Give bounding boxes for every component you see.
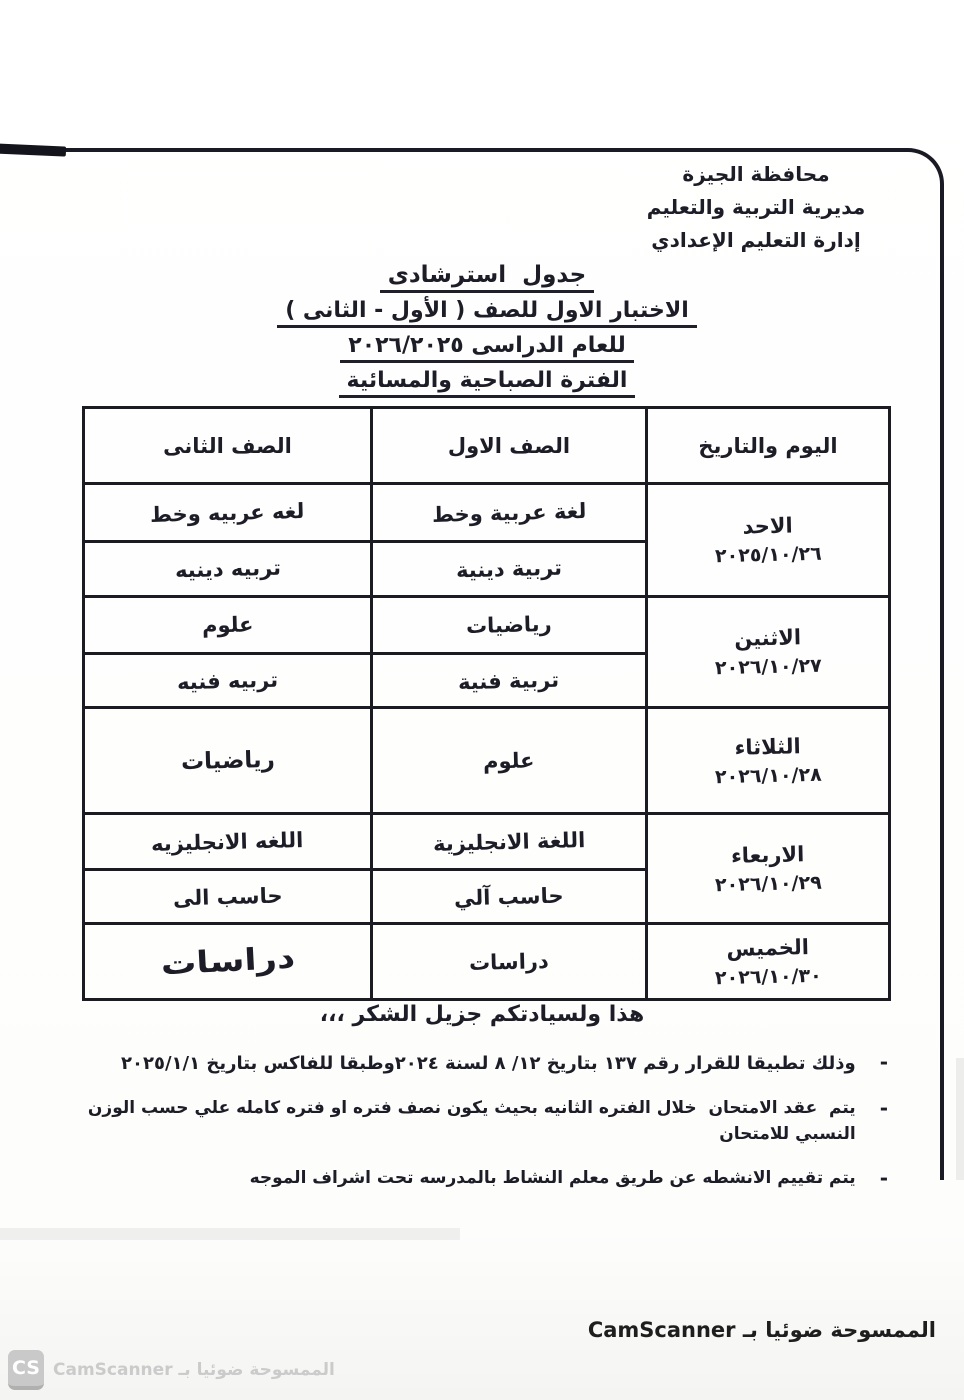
- note-text: وذلك تطبيقا للقرار رقم ١٣٧ بتاريخ ١٢/ ٨ لسنة ٢٠٢٤وطبقا للفاكس بتاريخ ٢٠٢٥/١/١: [121, 1053, 856, 1074]
- subject-grade1: حاسب آلي: [453, 883, 565, 910]
- org-directorate: مديرية التربية والتعليم: [646, 195, 866, 219]
- note-text: يتم تقييم الانشطه عن طريق معلم النشاط بالمدرسه تحت اشراف الموجه: [249, 1168, 856, 1188]
- subject-cell: [84, 654, 372, 708]
- subject-cell: [372, 870, 647, 924]
- subject-grade2: تربيه فنيه: [176, 667, 279, 694]
- subject-cell: [372, 542, 647, 597]
- camscanner-watermark-dark: الممسوحة ضوئيا بـ CamScanner: [587, 1318, 936, 1342]
- subject-cell: [84, 542, 372, 597]
- day-date: ٢٠٢٦/١٠/٢٧: [714, 654, 822, 680]
- closing-line: هذا ولسيادتكم جزيل الشكر ،،،: [319, 1002, 645, 1027]
- subject-cell: [372, 597, 647, 654]
- camscanner-cs-badge-icon: CS: [8, 1350, 44, 1390]
- day-cell-wednesday: [647, 814, 890, 924]
- subject-grade1: تربية دينية: [455, 555, 563, 583]
- subject-cell: [84, 870, 372, 924]
- subject-cell: [84, 484, 372, 542]
- subject-grade2: تربيه دينيه: [174, 555, 281, 583]
- day-name: الاثنين: [734, 625, 802, 651]
- subject-grade1: دراسات: [468, 948, 550, 975]
- dash-bullet: -: [879, 1166, 888, 1190]
- subject-cell: [84, 708, 372, 814]
- subject-grade1: اللغة الانجليزية: [432, 827, 586, 856]
- title-block: [237, 262, 737, 403]
- dash-bullet: -: [879, 1096, 888, 1120]
- doc-title-text2: الاختبار الاول للصف ( الأول - الثانى ): [277, 298, 697, 328]
- subject-grade1: لغة عربية وخط: [431, 498, 587, 527]
- doc-title-line3: [237, 333, 737, 363]
- subject-cell: [84, 814, 372, 870]
- subject-grade2: دراسات: [159, 940, 296, 983]
- subject-grade2: رياضيات: [180, 746, 275, 775]
- day-cell-thursday: [647, 924, 890, 1000]
- doc-title-text4: الفترة الصباحية والمسائية: [339, 368, 636, 398]
- col-header-day-date: اليوم والتاريخ: [647, 408, 890, 484]
- subject-grade1: تربية فنية: [458, 667, 560, 694]
- subject-cell: [84, 597, 372, 654]
- exam-schedule-table: [82, 406, 891, 1001]
- subject-grade2: لغه عربيه وخط: [150, 498, 305, 527]
- doc-title-text3: للعام الدراسى ٢٠٢٦/٢٠٢٥: [340, 333, 633, 363]
- day-name: الثلاثاء: [734, 733, 801, 760]
- org-header: [606, 158, 906, 257]
- notes-list: [36, 1050, 888, 1211]
- subject-cell: [372, 708, 647, 814]
- note-text: يتم عقد الامتحان خلال الفتره الثانيه بحيث يكون نصف فتره او فتره كامله علي حسب الوزن النسبي للامتحان: [82, 1098, 856, 1144]
- day-name: الخميس: [726, 934, 810, 961]
- day-name: الاربعاء: [730, 841, 805, 868]
- day-date: ٢٠٢٦/١٠/٢٩: [714, 871, 822, 896]
- day-cell-monday: [647, 597, 890, 708]
- day-date: ٢٠٢٥/١٠/٢٦: [714, 542, 822, 568]
- subject-cell: [372, 814, 647, 870]
- subject-grade2: حاسب الى: [172, 883, 283, 910]
- subject-grade2: اللغه الانجليزيه: [151, 827, 304, 856]
- subject-grade2: علوم: [201, 612, 254, 638]
- day-date: ٢٠٢٦/١٠/٢٨: [714, 763, 822, 788]
- scan-artifact-band: [0, 1228, 460, 1240]
- doc-title-text1: جدول استرشادى: [380, 262, 594, 293]
- subject-cell: [372, 924, 647, 1000]
- doc-title-line1: [237, 262, 737, 293]
- org-administration: إدارة التعليم الإعدادي: [651, 228, 861, 252]
- camscanner-caption: الممسوحة ضوئيا بـ CamScanner: [53, 1360, 335, 1380]
- note-item: [36, 1050, 888, 1077]
- day-cell-tuesday: [647, 708, 890, 814]
- subject-grade1: علوم: [482, 747, 536, 774]
- subject-cell: [372, 654, 647, 708]
- subject-grade1: رياضيات: [465, 611, 553, 639]
- col-header-grade2: الصف الثانى: [84, 408, 372, 484]
- col-header-grade1: الصف الاول: [372, 408, 647, 484]
- org-governorate: محافظة الجيزة: [682, 162, 830, 186]
- subject-cell: [84, 924, 372, 1000]
- note-item: [36, 1096, 888, 1147]
- dash-bullet: -: [879, 1050, 888, 1074]
- camscanner-watermark-light: [8, 1350, 335, 1390]
- note-item: [36, 1166, 888, 1192]
- day-date: ٢٠٢٦/١٠/٣٠: [714, 964, 822, 989]
- subject-cell: [372, 484, 647, 542]
- doc-title-line2: [237, 298, 737, 328]
- day-cell-sunday: [647, 484, 890, 597]
- scan-artifact-right: [956, 1058, 964, 1180]
- doc-title-line4: [237, 368, 737, 398]
- day-name: الاحد: [742, 513, 793, 539]
